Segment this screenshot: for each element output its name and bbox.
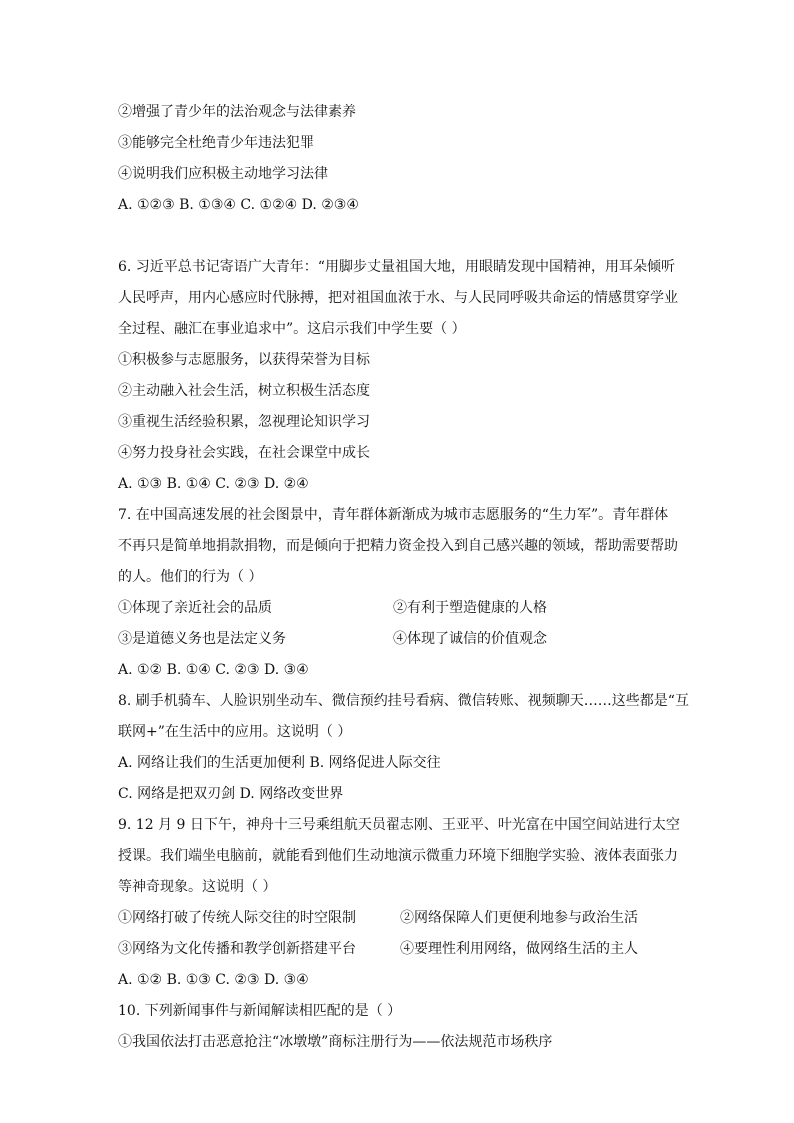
question-6-text: 全过程、融汇在事业追求中”。这启示我们中学生要（ ）: [118, 321, 466, 337]
option-line: ②有利于塑造健康的人格: [393, 600, 547, 616]
option-line: ③是道德义务也是法定义务: [118, 631, 286, 647]
option-line: ②增强了青少年的法治观念与法律素养: [118, 104, 356, 120]
option-line: ②主动融入社会生活，树立积极生活态度: [118, 383, 370, 399]
option-line: ①体现了亲近社会的品质: [118, 600, 272, 616]
answer-choices: A. ①③ B. ①④ C. ②③ D. ②④: [118, 476, 309, 492]
answer-choices: A. 网络让我们的生活更加便利 B. 网络促进人际交往: [118, 755, 441, 771]
question-9-text: 授课。我们端坐电脑前，就能看到他们生动地演示微重力环境下细胞学实验、液体表面张力: [118, 848, 678, 864]
option-line: ④要理性利用网络，做网络生活的主人: [400, 941, 638, 957]
option-line: ③重视生活经验积累，忽视理论知识学习: [118, 414, 370, 430]
option-line: ④体现了诚信的价值观念: [393, 631, 547, 647]
question-6-text: 人民呼声，用内心感应时代脉搏，把对祖国血浓于水、与人民同呼吸共命运的情感贯穿学业: [118, 290, 678, 306]
question-9-text: 9. 12 月 9 日下午，神舟十三号乘组航天员翟志刚、王亚平、叶光富在中国空间站进行太空: [118, 817, 680, 833]
question-8-text: 8. 刷手机骑车、人脸识别坐动车、微信预约挂号看病、微信转账、视频聊天……这些都是“互: [118, 693, 689, 709]
question-8-text: 联网+”在生活中的应用。这说明（ ）: [118, 724, 352, 740]
option-line: ②网络保障人们更便利地参与政治生活: [400, 910, 638, 926]
option-line: ①网络打破了传统人际交往的时空限制: [118, 910, 356, 926]
option-line: ③网络为文化传播和教学创新搭建平台: [118, 941, 356, 957]
option-line: ①积极参与志愿服务，以获得荣誉为目标: [118, 352, 370, 368]
question-7-text: 不再只是简单地捐款捐物，而是倾向于把精力资金投入到自己感兴趣的领域，帮助需要帮助: [118, 538, 678, 554]
answer-choices: A. ①②③ B. ①③④ C. ①②④ D. ②③④: [118, 197, 359, 213]
answer-choices: A. ①② B. ①③ C. ②③ D. ③④: [118, 972, 309, 988]
question-9-text: 等神奇现象。这说明（ ）: [118, 879, 277, 895]
option-line: ①我国依法打击恶意抢注“冰墩墩”商标注册行为——依法规范市场秩序: [118, 1034, 553, 1050]
answer-choices: A. ①② B. ①④ C. ②③ D. ③④: [118, 662, 309, 678]
option-line: ③能够完全杜绝青少年违法犯罪: [118, 135, 314, 151]
question-7-text: 7. 在中国高速发展的社会图景中，青年群体新渐成为城市志愿服务的“生力军”。青年群体: [118, 507, 669, 523]
question-10-text: 10. 下列新闻事件与新闻解读相匹配的是（ ）: [118, 1003, 402, 1019]
answer-choices: C. 网络是把双刃剑 D. 网络改变世界: [118, 786, 344, 802]
question-6-text: 6. 习近平总书记寄语广大青年：“用脚步丈量祖国大地，用眼睛发现中国精神，用耳朵倾听: [118, 259, 675, 275]
option-line: ④说明我们应积极主动地学习法律: [118, 166, 328, 182]
question-7-text: 的人。他们的行为（ ）: [118, 569, 263, 585]
option-line: ④努力投身社会实践，在社会课堂中成长: [118, 445, 370, 461]
